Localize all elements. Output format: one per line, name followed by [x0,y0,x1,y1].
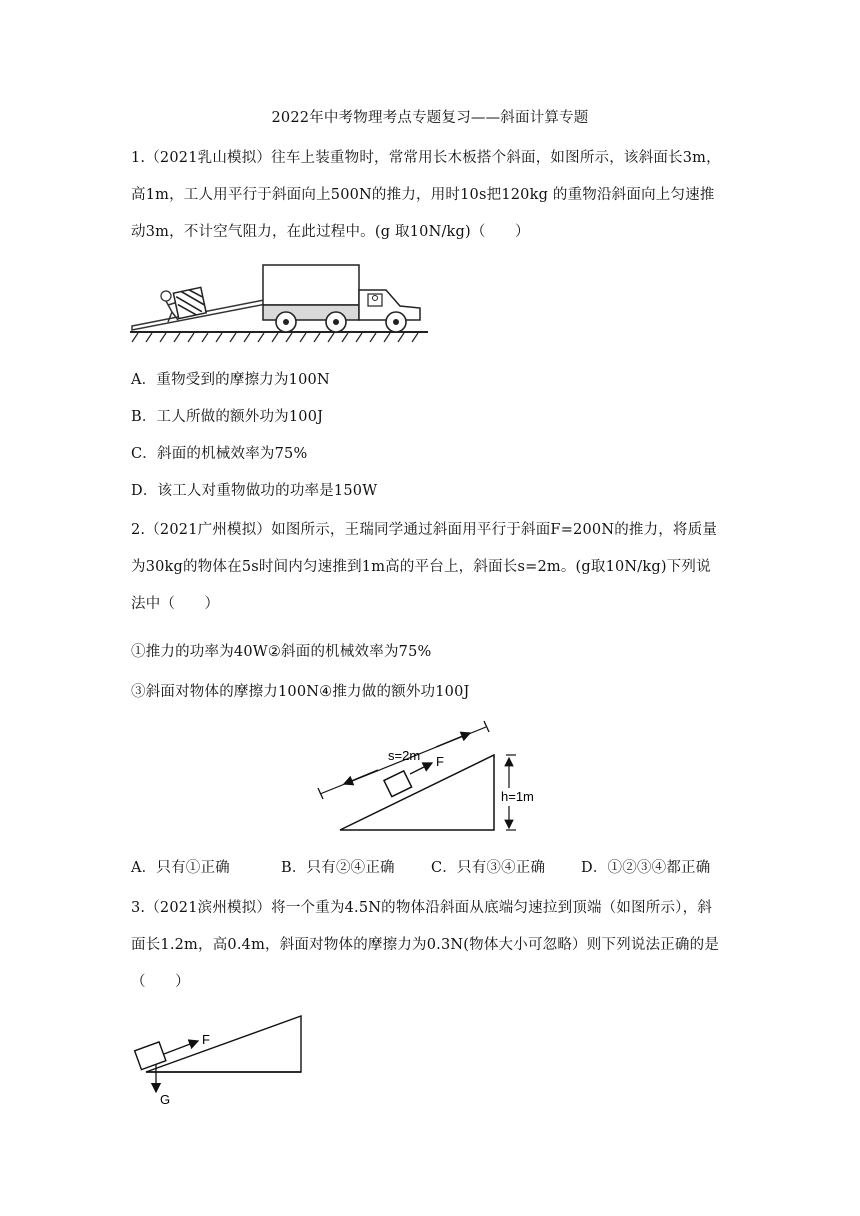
q2-option-a: A．只有①正确 [131,860,230,876]
q2-incline-figure [310,718,550,836]
q2-figure-h-label: h=1m [501,789,534,804]
q2-stem-line2: 为30kg的物体在5s时间内匀速推到1m高的平台上，斜面长s=2m。(g取10N/kg)下列说 [131,559,711,575]
q1-stem-line3: 动3m，不计空气阻力，在此过程中。(g 取10N/kg)（ ） [131,224,530,240]
q3-incline-figure [128,1010,308,1110]
q1-option-b: B．工人所做的额外功为100J [131,409,324,425]
q2-option-c: C．只有③④正确 [431,860,546,876]
q1-truck-ramp-figure [128,260,438,348]
q1-stem-line2: 高1m，工人用平行于斜面向上500N的推力，用时10s把120kg 的重物沿斜面向上匀速推 [131,187,715,203]
q3-stem-line1: 3.（2021滨州模拟）将一个重为4.5N的物体沿斜面从底端匀速拉到顶端（如图所示），斜 [131,900,713,916]
q3-stem-line3: （ ） [131,974,190,990]
q1-option-a: A．重物受到的摩擦力为100N [131,372,330,388]
q3-stem-line2: 面长1.2m，高0.4m，斜面对物体的摩擦力为0.3N(物体大小可忽略）则下列说法正确的是 [131,937,720,953]
q2-figure-F-label: F [436,754,444,769]
q1-option-c: C．斜面的机械效率为75% [131,446,308,462]
q1-stem-line1: 1.（2021乳山模拟）往车上装重物时，常常用长木板搭个斜面，如图所示，该斜面长3m， [131,150,721,166]
q2-figure-s-label: s=2m [388,748,421,763]
q2-option-d: D．①②③④都正确 [581,860,711,876]
q1-option-d: D．该工人对重物做功的功率是150W [131,483,378,499]
q3-figure-F-label: F [202,1032,210,1047]
q2-statements-line1: ①推力的功率为40W②斜面的机械效率为75% [131,644,432,660]
q2-stem-line1: 2.（2021广州模拟）如图所示，王瑞同学通过斜面用平行于斜面F=200N的推力，将质量 [131,522,718,538]
q2-option-b: B．只有②④正确 [281,860,395,876]
page-title: 2022年中考物理考点专题复习——斜面计算专题 [271,110,589,126]
q2-stem-line3: 法中（ ） [131,596,220,612]
q2-statements-line2: ③斜面对物体的摩擦力100N④推力做的额外功100J [131,684,470,700]
q3-figure-G-label: G [160,1092,171,1107]
